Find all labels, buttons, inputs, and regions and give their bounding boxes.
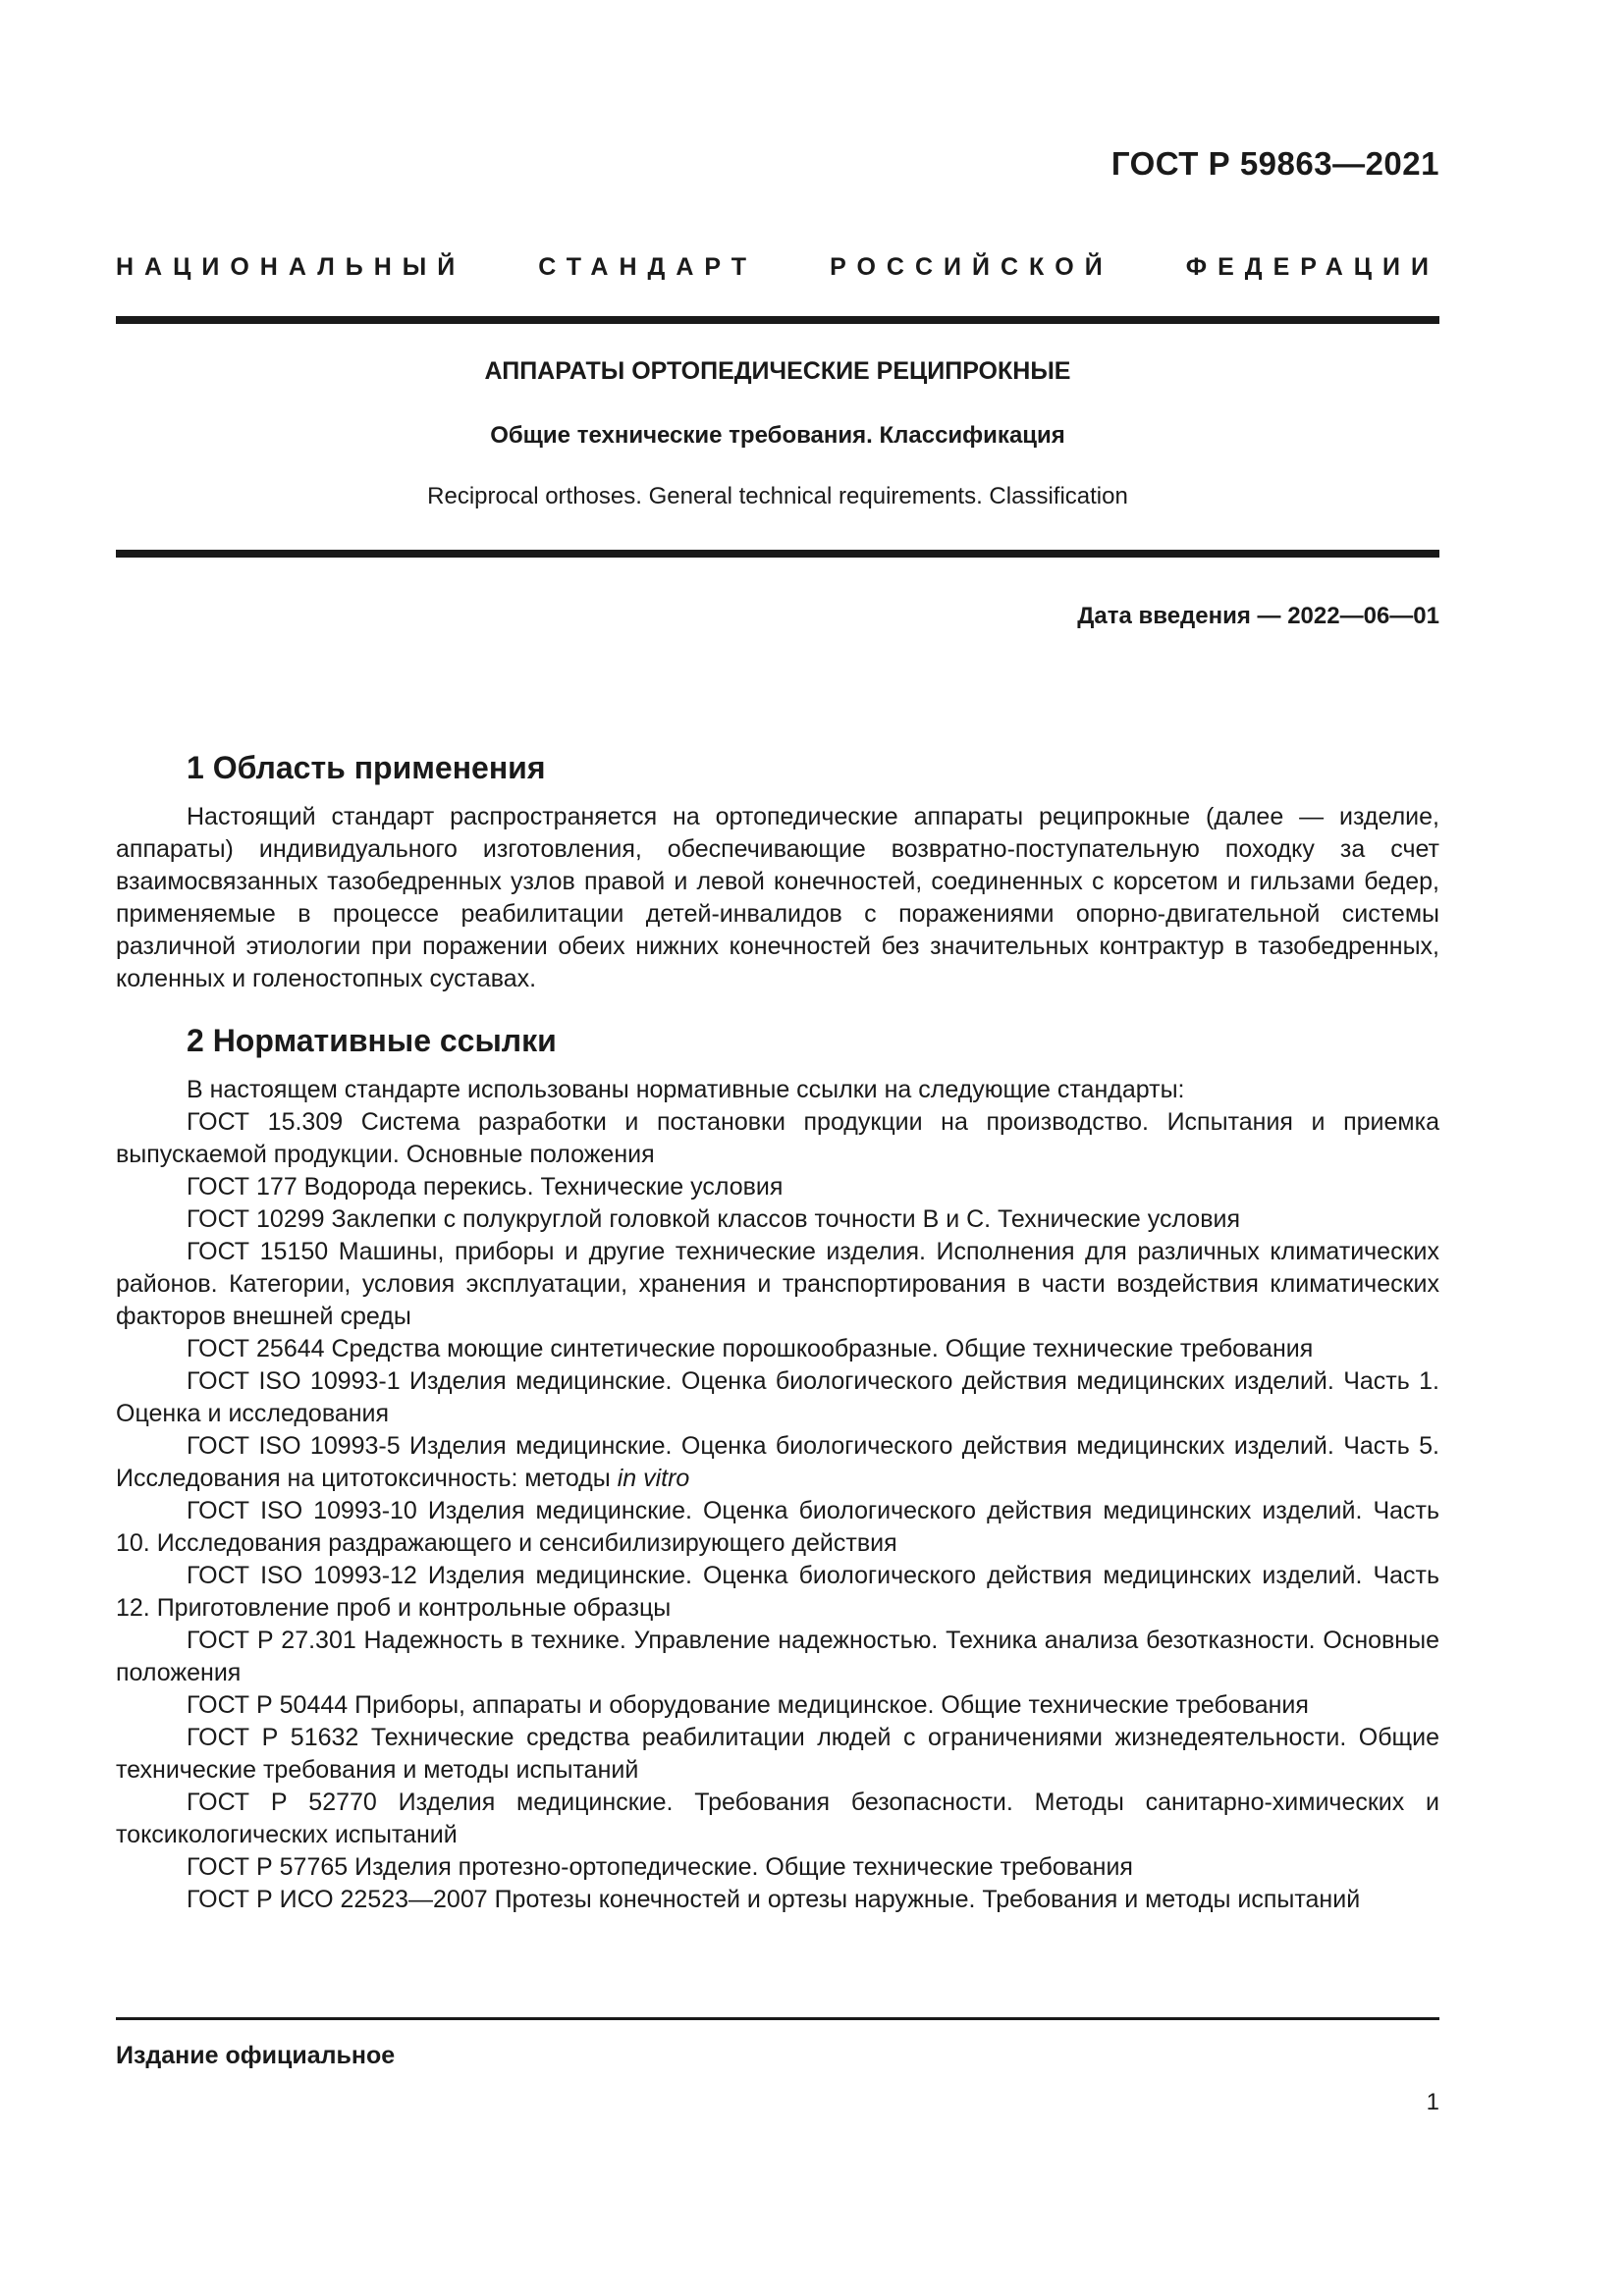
standard-number: ГОСТ Р 59863—2021	[1110, 145, 1439, 182]
reference-item: ГОСТ 25644 Средства моющие синтетические порошкообразные. Общие технические требования	[187, 1335, 1314, 1362]
reference-item: ГОСТ Р ИСО 22523—2007 Протезы конечностей и ортезы наружные. Требования и методы испытаний	[187, 1886, 1361, 1913]
section-2-intro: В настоящем стандарте использованы нормативные ссылки на следующие стандарты:	[187, 1076, 1185, 1103]
reference-item: ГОСТ Р 27.301 Надежность в технике. Управление надежностью. Техника анализа безотказности. Основные положения	[116, 1627, 1439, 1686]
reference-item: ГОСТ 15.309 Система разработки и постановки продукции на производство. Испытания и приемка выпускаемой продукции. Основные положения	[116, 1108, 1439, 1168]
reference-item: ГОСТ 177 Водорода перекись. Технические условия	[187, 1173, 784, 1201]
italic-term: in vitro	[617, 1465, 690, 1492]
reference-item: ГОСТ ISO 10993-12 Изделия медицинские. Оценка биологического действия медицинских изделий. Часть 12. Приготовление проб и контрольные образцы	[116, 1562, 1439, 1622]
title-bottom-rule	[116, 550, 1439, 558]
section-1-paragraph: Настоящий стандарт распространяется на ортопедические аппараты реципрокные (далее — изделие, аппараты) индивидуального изготовления, обеспечивающие возвратно-поступательную походку за счет взаимосвязанных тазобедренных узлов правой и левой конечностей, соединенных с корсетом и гильзами бедер, применяемые в процессе реабилитации детей-инвалидов с поражениями опорно-двигательной системы различной этиологии при поражении обеих нижних конечностей без значительных контрактур в тазобедренных, коленных и голеностопных суставах.	[116, 803, 1439, 992]
reference-item: ГОСТ ISO 10993-1 Изделия медицинские. Оценка биологического действия медицинских изделий. Часть 1. Оценка и исследования	[116, 1367, 1439, 1427]
document-title: АППАРАТЫ ОРТОПЕДИЧЕСКИЕ РЕЦИПРОКНЫЕ	[484, 357, 1071, 385]
reference-text: ГОСТ ISO 10993-5 Изделия медицинские. Оценка биологического действия медицинских изделий. Часть 5. Исследования на цитотоксичность: методы	[116, 1432, 1439, 1492]
edition-label: Издание официальное	[116, 2042, 396, 2069]
document-body	[116, 746, 1439, 1916]
document-subtitle: Общие технические требования. Классификация	[490, 422, 1065, 449]
reference-item: ГОСТ 15150 Машины, приборы и другие технические изделия. Исполнения для различных климатических районов. Категории, условия эксплуатации, хранения и транспортирования в части воздействия климатических факторов внешней среды	[116, 1238, 1439, 1330]
reference-item: ГОСТ Р 57765 Изделия протезно-ортопедические. Общие технические требования	[187, 1853, 1133, 1881]
reference-item: ГОСТ ISO 10993-10 Изделия медицинские. Оценка биологического действия медицинских изделий. Часть 10. Исследования раздражающего и сенсибилизирующего действия	[116, 1497, 1439, 1557]
section-2-heading: 2 Нормативные ссылки	[187, 1023, 557, 1058]
top-rule	[116, 316, 1439, 324]
reference-item-with-italic	[116, 1430, 1439, 1495]
reference-item: ГОСТ Р 52770 Изделия медицинские. Требования безопасности. Методы санитарно-химических и токсикологических испытаний	[116, 1789, 1439, 1848]
reference-item: ГОСТ Р 50444 Приборы, аппараты и оборудование медицинское. Общие технические требования	[187, 1691, 1309, 1719]
national-standard-banner: НАЦИОНАЛЬНЫЙ СТАНДАРТ РОССИЙСКОЙ ФЕДЕРАЦИИ	[116, 253, 1439, 281]
page-number: 1	[1426, 2089, 1439, 2115]
reference-item: ГОСТ 10299 Заклепки с полукруглой головкой классов точности В и С. Технические условия	[187, 1205, 1240, 1233]
footer-rule	[116, 2017, 1439, 2020]
reference-item: ГОСТ Р 51632 Технические средства реабилитации людей с ограничениями жизнедеятельности. Общие технические требования и методы испытаний	[116, 1724, 1439, 1784]
section-1-heading: 1 Область применения	[187, 750, 546, 785]
introduction-date: Дата введения — 2022—06—01	[1077, 603, 1439, 629]
document-title-english: Reciprocal orthoses. General technical requirements. Classification	[427, 483, 1128, 509]
